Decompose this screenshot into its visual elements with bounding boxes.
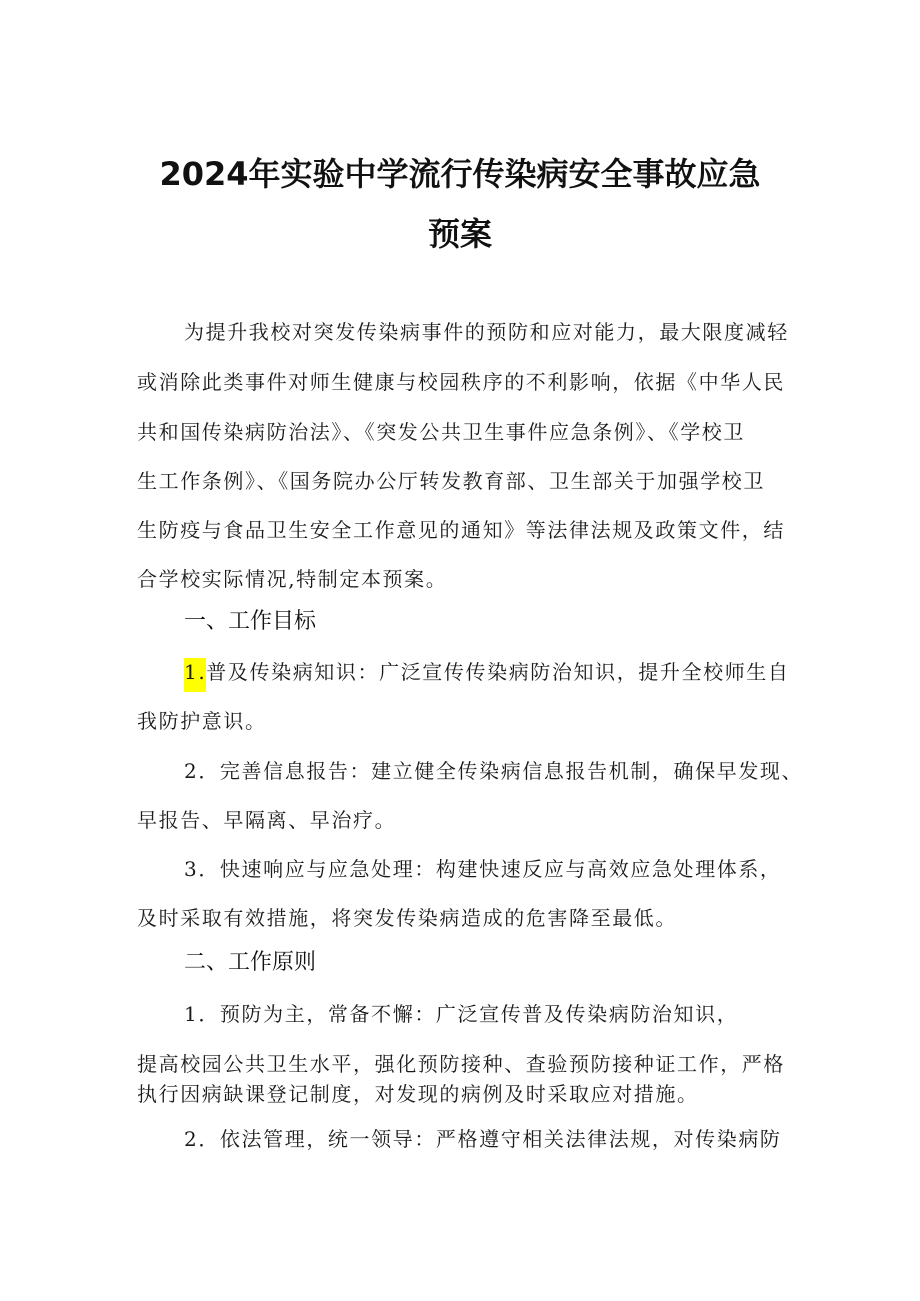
goal-item-1-line-1 — [184, 658, 920, 686]
intro-line: 为提升我校对突发传染病事件的预防和应对能力，最大限度减轻 — [184, 320, 789, 344]
intro-line: 生工作条例》、《国务院办公厅转发教育部、卫生部关于加强学校卫 — [137, 469, 765, 493]
goal-item-2-line-2: 早报告、早隔离、早治疗。 — [137, 808, 397, 832]
goal-item-1-text: 普及传染病知识：广泛宣传传染病防治知识，提升全校师生自 — [206, 660, 790, 684]
section-heading-goals: 一、工作目标 — [184, 609, 317, 634]
principle-item-1-line-1: 1．预防为主，常备不懈：广泛宣传普及传染病防治知识， — [184, 1002, 739, 1026]
highlighted-number: 1. — [184, 658, 206, 692]
intro-line: 或消除此类事件对师生健康与校园秩序的不利影响，依据《中华人民 — [137, 370, 785, 394]
intro-line: 合学校实际情况,特制定本预案。 — [137, 567, 448, 591]
principle-item-2-line-1: 2．依法管理，统一领导：严格遵守相关法律法规，对传染病防 — [184, 1127, 782, 1151]
goal-item-3-line-2: 及时采取有效措施，将突发传染病造成的危害降至最低。 — [137, 906, 677, 930]
goal-item-2-line-1: 2．完善信息报告：建立健全传染病信息报告机制，确保早发现、 — [184, 759, 804, 783]
goal-item-3-line-1: 3．快速响应与应急处理：构建快速反应与高效应急处理体系， — [184, 857, 782, 881]
section-heading-principles: 二、工作原则 — [184, 950, 317, 975]
intro-line: 生防疫与食品卫生安全工作意见的通知》等法律法规及政策文件，结 — [137, 518, 785, 542]
principle-item-1-line-3: 执行因病缺课登记制度，对发现的病例及时采取应对措施。 — [137, 1082, 699, 1106]
document-title-line-1: 2024年实验中学流行传染病安全事故应急 — [159, 155, 761, 193]
principle-item-1-line-2: 提高校园公共卫生水平，强化预防接种、查验预防接种证工作，严格 — [137, 1052, 785, 1076]
intro-line: 共和国传染病防治法》、《突发公共卫生事件应急条例》、《学校卫 — [137, 420, 745, 444]
document-title-line-2: 预案 — [427, 215, 492, 253]
goal-item-1-line-2: 我防护意识。 — [137, 709, 267, 733]
